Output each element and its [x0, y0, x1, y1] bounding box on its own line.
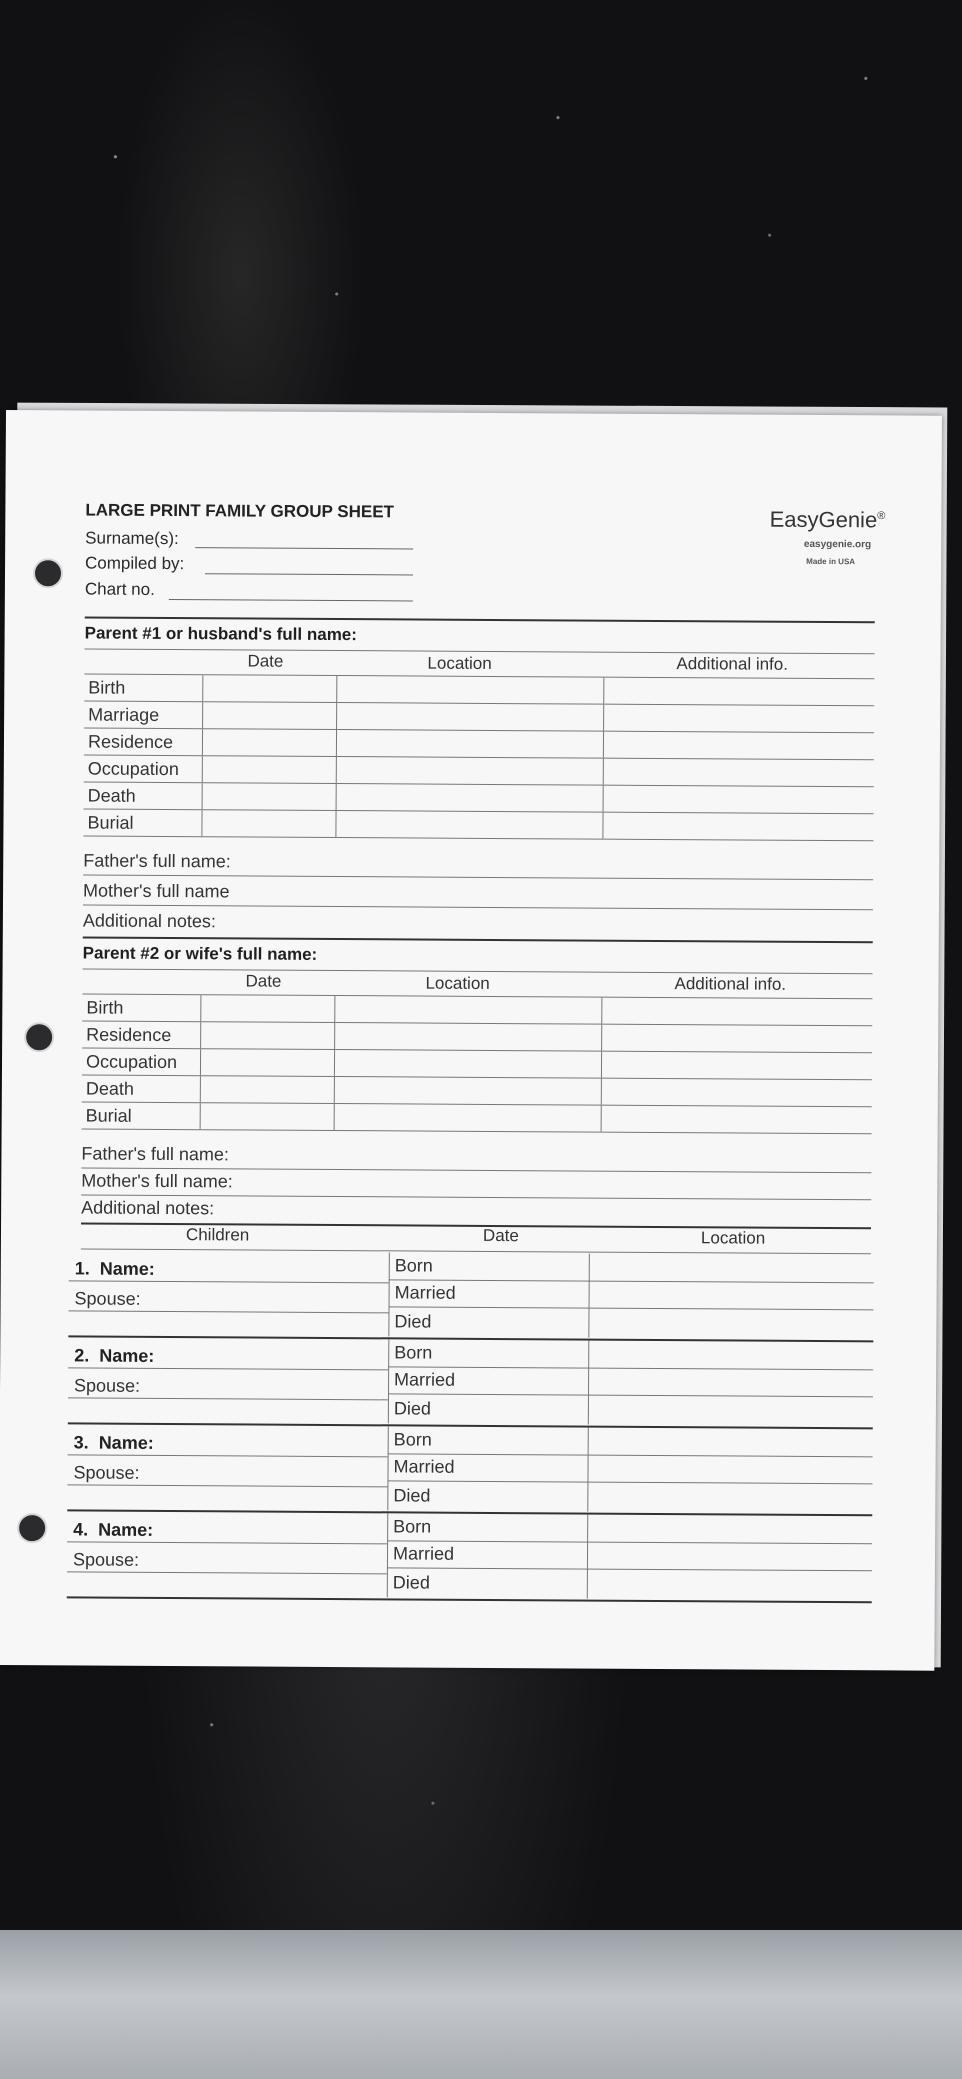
parent1-col-info: Additional info.: [676, 654, 789, 674]
born-label: Born: [394, 1255, 433, 1276]
child-spouse-label: Spouse:: [72, 1549, 140, 1570]
date-cell[interactable]: [200, 1049, 334, 1077]
date-cell[interactable]: [202, 756, 336, 784]
date-cell[interactable]: [200, 1076, 334, 1104]
child-entry: [67, 1424, 872, 1513]
name-field[interactable]: [67, 1541, 387, 1544]
spouse-field[interactable]: [67, 1484, 387, 1487]
location-cell[interactable]: [336, 811, 603, 840]
info-cell[interactable]: [604, 704, 875, 733]
child-spouse-label: Spouse:: [73, 1462, 140, 1483]
children-col-location: Location: [700, 1228, 766, 1248]
name-label: Name:: [99, 1345, 155, 1366]
children-col-children: Children: [185, 1225, 250, 1245]
section-divider: [83, 936, 873, 943]
children-col-date: Date: [482, 1225, 519, 1246]
child-spouse-label: Spouse:: [74, 1288, 141, 1309]
event-label: Birth: [82, 994, 201, 1022]
event-label: Marriage: [84, 701, 203, 729]
brand-logo: [770, 507, 886, 534]
born-label: Born: [394, 1342, 433, 1363]
name-field[interactable]: [68, 1454, 388, 1457]
died-label: Died: [394, 1311, 432, 1332]
born-label: Born: [393, 1429, 432, 1450]
parent2-col-date: Date: [245, 971, 282, 991]
location-cell[interactable]: [334, 1050, 601, 1079]
child-name-label: [74, 1345, 154, 1366]
child-number: 2.: [74, 1345, 90, 1366]
info-cell[interactable]: [604, 677, 875, 706]
binder-hole-icon: [17, 1513, 47, 1543]
parent2-mother-label: Mother's full name:: [81, 1170, 233, 1192]
parent2-father-label: Father's full name:: [81, 1143, 230, 1165]
parent1-events-table: [83, 673, 874, 841]
child-name-label: [75, 1258, 155, 1279]
child-number: 4.: [73, 1519, 89, 1540]
child-entry: [67, 1511, 872, 1600]
child-entry: [68, 1250, 873, 1339]
died-label: Died: [392, 1572, 430, 1593]
info-cell[interactable]: [603, 731, 874, 760]
location-cell[interactable]: [335, 996, 602, 1025]
parent2-notes-label: Additional notes:: [81, 1197, 215, 1219]
parent1-col-date: Date: [247, 651, 284, 671]
date-cell[interactable]: [201, 995, 335, 1023]
location-cell[interactable]: [337, 676, 604, 705]
made-in-usa: Made in USA: [806, 556, 856, 567]
section-divider: [85, 616, 875, 623]
info-cell[interactable]: [603, 758, 874, 787]
child-entry: [68, 1337, 873, 1426]
compiled-by-field[interactable]: [205, 573, 413, 575]
married-label: Married: [393, 1456, 455, 1477]
location-cell[interactable]: [336, 730, 603, 759]
event-label: Death: [82, 1075, 201, 1103]
info-cell[interactable]: [601, 1051, 872, 1080]
event-label: Residence: [84, 728, 203, 756]
info-cell[interactable]: [601, 1105, 872, 1134]
parent1-mother-label: Mother's full name: [83, 880, 230, 902]
event-label: Occupation: [82, 1048, 201, 1076]
date-cell[interactable]: [202, 783, 336, 811]
family-group-sheet: [0, 410, 942, 1671]
location-cell[interactable]: [334, 1077, 601, 1106]
binder-hole-icon: [33, 558, 63, 588]
child-number: 3.: [73, 1432, 89, 1453]
married-label: Married: [392, 1543, 455, 1564]
event-row: [83, 809, 873, 841]
name-label: Name:: [98, 1519, 154, 1540]
location-cell[interactable]: [337, 703, 604, 732]
event-label: Burial: [83, 809, 202, 837]
parent2-col-location: Location: [425, 973, 490, 993]
date-cell[interactable]: [202, 729, 336, 757]
location-cell[interactable]: [334, 1104, 601, 1133]
parent2-events-table: [82, 993, 873, 1134]
parent1-col-location: Location: [427, 653, 492, 673]
chart-no-field[interactable]: [169, 599, 413, 601]
name-label: Name:: [98, 1432, 154, 1453]
mother-field[interactable]: [83, 904, 873, 910]
event-label: Death: [84, 782, 203, 810]
date-cell[interactable]: [203, 702, 337, 730]
cloth-background: [0, 1930, 962, 2079]
child-name-label: [74, 1432, 154, 1453]
event-label: Burial: [82, 1102, 201, 1130]
parent2-col-info: Additional info.: [674, 974, 787, 994]
info-cell[interactable]: [602, 997, 873, 1026]
location-cell[interactable]: [336, 757, 603, 786]
location-cell[interactable]: [336, 784, 603, 813]
info-cell[interactable]: [602, 1024, 873, 1053]
father-field[interactable]: [83, 874, 873, 880]
name-label: Name:: [99, 1258, 155, 1279]
parent1-father-label: Father's full name:: [83, 850, 231, 872]
parent2-heading: Parent #2 or wife's full name:: [82, 943, 318, 964]
born-label: Born: [393, 1516, 432, 1537]
info-cell[interactable]: [603, 812, 874, 841]
died-label: Died: [393, 1398, 432, 1419]
child-number: 1.: [74, 1258, 90, 1279]
child-name-label: [73, 1519, 153, 1540]
married-label: Married: [394, 1369, 456, 1390]
married-label: Married: [394, 1282, 456, 1303]
event-row: [82, 1102, 872, 1134]
info-cell[interactable]: [603, 785, 874, 814]
event-label: Occupation: [84, 755, 203, 783]
name-field[interactable]: [69, 1280, 389, 1283]
location-cell[interactable]: [335, 1023, 602, 1052]
info-cell[interactable]: [601, 1078, 872, 1107]
child-spouse-label: Spouse:: [73, 1375, 141, 1396]
binder-hole-icon: [24, 1022, 54, 1052]
date-cell[interactable]: [200, 1103, 334, 1131]
event-label: Residence: [82, 1021, 201, 1049]
parent1-heading: Parent #1 or husband's full name:: [84, 623, 358, 645]
surname-label: Surname(s):: [85, 528, 179, 549]
surname-field[interactable]: [195, 547, 413, 549]
compiled-by-label: Compiled by:: [85, 553, 185, 574]
date-cell[interactable]: [203, 675, 337, 703]
brand-url: easygenie.org: [803, 538, 872, 551]
name-field[interactable]: [68, 1367, 388, 1370]
brand-reg-mark: ®: [877, 509, 886, 523]
spouse-field[interactable]: [68, 1310, 388, 1313]
event-label: Birth: [84, 674, 203, 702]
spouse-field[interactable]: [67, 1571, 387, 1574]
date-cell[interactable]: [201, 1022, 335, 1050]
sheet-title: LARGE PRINT FAMILY GROUP SHEET: [85, 500, 395, 522]
date-cell[interactable]: [202, 810, 336, 838]
died-label: Died: [393, 1485, 431, 1506]
parent1-notes-label: Additional notes:: [82, 910, 217, 932]
spouse-field[interactable]: [68, 1397, 388, 1400]
chart-no-label: Chart no.: [84, 579, 155, 599]
brand-name: EasyGenie: [769, 506, 878, 533]
